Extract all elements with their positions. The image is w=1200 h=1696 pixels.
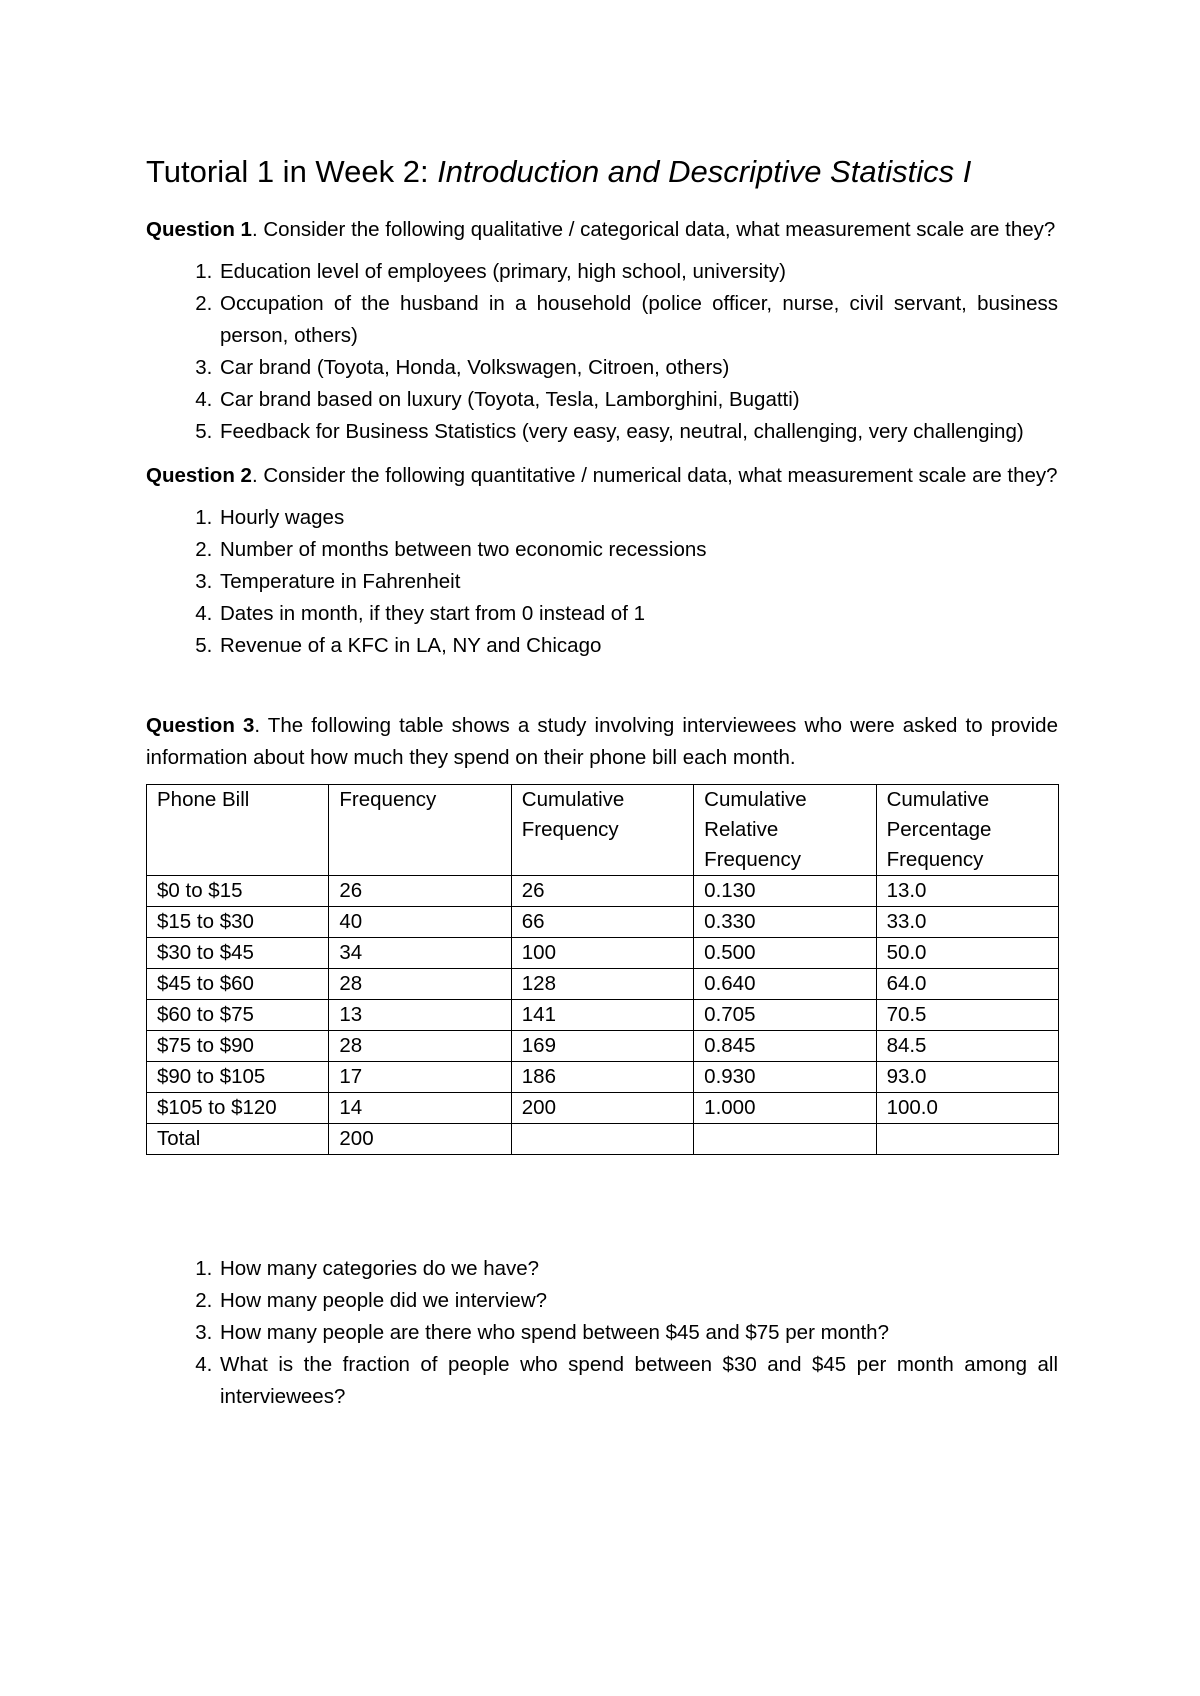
table-cell: 64.0	[876, 969, 1058, 1000]
table-cell: $90 to $105	[147, 1062, 329, 1093]
table-cell: $60 to $75	[147, 1000, 329, 1031]
table-row	[147, 969, 1059, 1000]
list-item: 3. How many people are there who spend between $45 and $75 per month?	[218, 1317, 1058, 1349]
table-cell: 100.0	[876, 1093, 1058, 1124]
table-cell: 0.130	[694, 876, 876, 907]
header-cell: Frequency	[329, 785, 511, 876]
list-item: 5. Revenue of a KFC in LA, NY and Chicago	[218, 630, 1058, 662]
question-3-label: Question 3	[146, 714, 255, 737]
table-cell: 17	[329, 1062, 511, 1093]
table-cell: 141	[511, 1000, 693, 1031]
table-cell: 13	[329, 1000, 511, 1031]
table-cell: 13.0	[876, 876, 1058, 907]
table-cell	[876, 1124, 1058, 1155]
table-cell: 66	[511, 907, 693, 938]
table-cell: 93.0	[876, 1062, 1058, 1093]
table-cell: 0.640	[694, 969, 876, 1000]
table-cell: 0.330	[694, 907, 876, 938]
table-cell: 128	[511, 969, 693, 1000]
table-cell: 1.000	[694, 1093, 876, 1124]
header-cell: Cumulative Frequency	[511, 785, 693, 876]
question-2-label: Question 2	[146, 464, 252, 487]
table-cell: $45 to $60	[147, 969, 329, 1000]
table-row	[147, 876, 1059, 907]
table-cell: 34	[329, 938, 511, 969]
header-cell: Phone Bill	[147, 785, 329, 876]
table-row	[147, 1062, 1059, 1093]
question-3-prompt	[146, 710, 1058, 774]
table-cell: 169	[511, 1031, 693, 1062]
table-cell: 200	[511, 1093, 693, 1124]
table-cell: 14	[329, 1093, 511, 1124]
list-item: 2. Number of months between two economic recessions	[218, 534, 1058, 566]
question-2-list	[146, 502, 1058, 662]
question-3-text: . The following table shows a study involving interviewees who were asked to provide information about how much they spend on their phone bill each month.	[146, 714, 1058, 769]
table-cell	[511, 1124, 693, 1155]
table-cell: 100	[511, 938, 693, 969]
list-item: 3. Car brand (Toyota, Honda, Volkswagen, Citroen, others)	[218, 352, 1058, 384]
list-item: 1. Hourly wages	[218, 502, 1058, 534]
list-item: 4. Dates in month, if they start from 0 instead of 1	[218, 598, 1058, 630]
list-item: 3. Temperature in Fahrenheit	[218, 566, 1058, 598]
spacer	[146, 1155, 1058, 1253]
table-row	[147, 1093, 1059, 1124]
title-italic: Introduction and Descriptive Statistics I	[437, 154, 972, 189]
table-cell: 33.0	[876, 907, 1058, 938]
table-row	[147, 1031, 1059, 1062]
list-item: 4. What is the fraction of people who spend between $30 and $45 per month among all interviewees?	[218, 1349, 1058, 1413]
table-cell: $75 to $90	[147, 1031, 329, 1062]
list-item: 1. How many categories do we have?	[218, 1253, 1058, 1285]
table-cell: 26	[329, 876, 511, 907]
list-item: 4. Car brand based on luxury (Toyota, Tesla, Lamborghini, Bugatti)	[218, 384, 1058, 416]
table-cell: 0.500	[694, 938, 876, 969]
table-cell: 186	[511, 1062, 693, 1093]
table-cell: 0.845	[694, 1031, 876, 1062]
table-row	[147, 907, 1059, 938]
table-cell: 50.0	[876, 938, 1058, 969]
question-2-text: . Consider the following quantitative / numerical data, what measurement scale are they?	[251, 464, 1058, 487]
table-cell: 28	[329, 969, 511, 1000]
question-1-list	[146, 256, 1058, 448]
question-3-list	[146, 1253, 1058, 1413]
table-total-row	[147, 1124, 1059, 1155]
list-item: 2. Occupation of the husband in a household (police officer, nurse, civil servant, business person, others)	[218, 288, 1058, 352]
table-cell: $105 to $120	[147, 1093, 329, 1124]
table-cell: 70.5	[876, 1000, 1058, 1031]
list-item: 5. Feedback for Business Statistics (very easy, easy, neutral, challenging, very challenging)	[218, 416, 1058, 448]
table-cell: 200	[329, 1124, 511, 1155]
table-cell: $15 to $30	[147, 907, 329, 938]
table-cell: Total	[147, 1124, 329, 1155]
header-cell: Cumulative Relative Frequency	[694, 785, 876, 876]
question-1-text: . Consider the following qualitative / categorical data, what measurement scale are they?	[251, 218, 1056, 241]
title-prefix: Tutorial 1 in Week 2:	[146, 154, 438, 189]
frequency-table	[146, 784, 1059, 1155]
table-cell: 28	[329, 1031, 511, 1062]
table-cell: 0.930	[694, 1062, 876, 1093]
page-title	[146, 152, 1058, 192]
table-row	[147, 1000, 1059, 1031]
document-page	[146, 138, 1058, 1425]
table-cell: $0 to $15	[147, 876, 329, 907]
table-cell	[694, 1124, 876, 1155]
table-cell: 0.705	[694, 1000, 876, 1031]
table-cell: 26	[511, 876, 693, 907]
spacer	[146, 674, 1058, 710]
list-item: 1. Education level of employees (primary, high school, university)	[218, 256, 1058, 288]
table-header-row	[147, 785, 1059, 876]
table-cell: $30 to $45	[147, 938, 329, 969]
table-cell: 84.5	[876, 1031, 1058, 1062]
table-cell: 40	[329, 907, 511, 938]
question-1-prompt	[146, 214, 1058, 246]
header-cell: Cumulative Percentage Frequency	[876, 785, 1058, 876]
table-row	[147, 938, 1059, 969]
list-item: 2. How many people did we interview?	[218, 1285, 1058, 1317]
question-1-label: Question 1	[146, 218, 252, 241]
question-2-prompt	[146, 460, 1058, 492]
